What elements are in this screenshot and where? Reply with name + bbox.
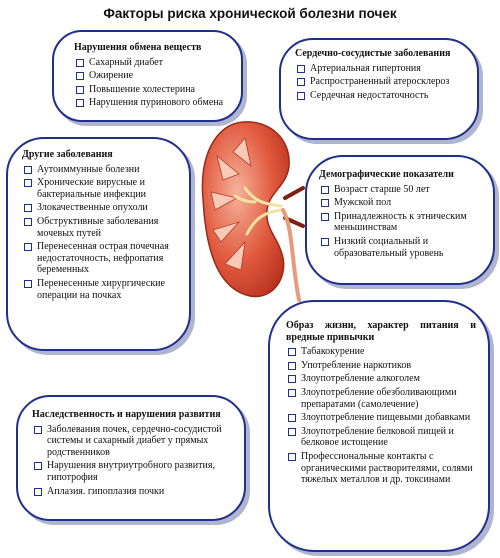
list-item: Аутоиммунные болезни bbox=[22, 164, 181, 176]
demographic-box bbox=[305, 155, 495, 285]
list-item: Сахарный диабет bbox=[74, 57, 231, 69]
other-diseases-heading: Другие заболевания bbox=[22, 149, 113, 160]
demographic-list bbox=[319, 184, 485, 260]
list-item: Нарушения пуринового обмена bbox=[74, 97, 231, 109]
other-diseases-list bbox=[22, 164, 181, 302]
list-item: Нарушения внутриутробного развития, гипотрофия bbox=[32, 460, 234, 483]
list-item: Аплазия. гипоплазия почки bbox=[32, 486, 234, 498]
lifestyle-heading: Образ жизни, характер питания и вредные привычки bbox=[286, 320, 476, 343]
list-item: Хронические вирусные и бактериальные инфекции bbox=[22, 177, 181, 200]
list-item: Артериальная гипертония bbox=[295, 63, 467, 75]
list-item: Злоупотребление пищевыми добавками bbox=[286, 412, 476, 424]
list-item: Обструктивные заболевания мочевых путей bbox=[22, 216, 181, 239]
list-item: Злоупотребление белковой пищей и белковое истощение bbox=[286, 426, 476, 449]
list-item: Повышение холестерина bbox=[74, 84, 231, 96]
list-item: Злокачественные опухоли bbox=[22, 202, 181, 214]
list-item: Заболевания почек, сердечно-сосудистой системы и сахарный диабет у прямых родственников bbox=[32, 424, 234, 459]
list-item: Сердечная недостаточность bbox=[295, 90, 467, 102]
cardio-list bbox=[295, 63, 467, 102]
list-item: Распространенный атеросклероз bbox=[295, 76, 467, 88]
list-item: Принадлежность к этническим меньшинствам bbox=[319, 211, 485, 234]
kidney-illustration bbox=[195, 118, 305, 303]
list-item: Злоупотребление алкоголем bbox=[286, 373, 476, 385]
heredity-box bbox=[16, 395, 246, 521]
list-item: Табакокурение bbox=[286, 346, 476, 358]
list-item: Злоупотребление обезболивающими препаратами (самолечение) bbox=[286, 387, 476, 410]
list-item: Мужской пол bbox=[319, 197, 485, 209]
metabolism-box bbox=[52, 30, 243, 122]
metabolism-heading: Нарушения обмена веществ bbox=[74, 42, 202, 53]
other-diseases-box bbox=[6, 137, 191, 351]
list-item: Низкий социальный и образовательный уровень bbox=[319, 236, 485, 259]
lifestyle-box bbox=[268, 300, 490, 552]
heredity-heading: Наследственность и нарушения развития bbox=[32, 409, 221, 420]
metabolism-list bbox=[74, 57, 231, 109]
list-item: Перенесенная острая почечная недостаточность, нефропатия беременных bbox=[22, 241, 181, 276]
list-item: Перенесенные хирургические операции на почках bbox=[22, 278, 181, 301]
heredity-list bbox=[32, 424, 234, 498]
list-item: Ожирение bbox=[74, 70, 231, 82]
list-item: Употребление наркотиков bbox=[286, 360, 476, 372]
cardio-heading: Сердечно-сосудистые заболевания bbox=[295, 48, 451, 59]
demographic-heading: Демографические показатели bbox=[319, 169, 454, 180]
page-title: Факторы риска хронической болезни почек bbox=[103, 6, 397, 21]
lifestyle-list bbox=[286, 346, 476, 486]
cardio-box bbox=[279, 38, 479, 140]
list-item: Профессиональные контакты с органическими растворителями, солями тяжелых металлов и др. токсинами bbox=[286, 451, 476, 486]
list-item: Возраст старше 50 лет bbox=[319, 184, 485, 196]
